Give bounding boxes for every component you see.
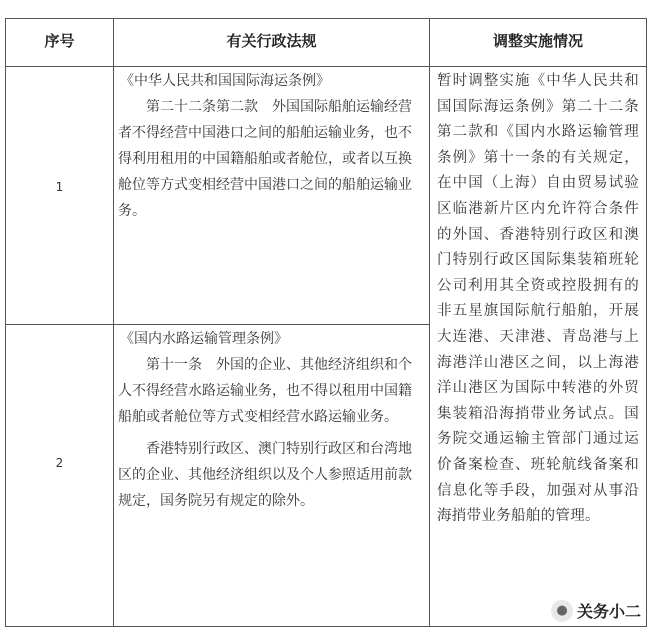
row-2-regulation [118, 326, 424, 514]
header-adjustment: 调整实施情况 [492, 32, 583, 50]
header-regulations: 有关行政法规 [226, 32, 317, 50]
regulation-title: 《国内水路运输管理条例》 [120, 331, 288, 347]
row-number-1: 1 [55, 180, 64, 194]
table-border-top [5, 18, 647, 19]
watermark-text: 关务小二 [576, 602, 641, 621]
watermark [547, 599, 645, 622]
table-border-left [5, 18, 6, 627]
row-1-regulation [118, 68, 424, 224]
regulation-paragraph: 香港特别行政区、澳门特别行政区和台湾地区的企业、其他经济组织以及个人参照适用前款规定，国务院另有规定的除外。 [118, 441, 412, 509]
wechat-logo-icon: ● [551, 600, 573, 622]
header-divider [5, 66, 647, 67]
column-divider-1 [113, 18, 114, 627]
row-number-2: 2 [55, 456, 64, 470]
table-border-bottom [5, 626, 647, 627]
table-border-right [646, 18, 647, 627]
regulation-paragraph: 第二十二条第二款 外国国际船舶运输经营者不得经营中国港口之间的船舶运输业务，也不得利用租用的中国籍船舶或者舱位，或者以互换舱位等方式变相经营中国港口之间的船舶运输业务。 [118, 99, 412, 219]
column-divider-2 [429, 18, 430, 627]
regulation-title: 《中华人民共和国国际海运条例》 [120, 73, 330, 89]
adjustment-text: 暂时调整实施《中华人民共和国国际海运条例》第二十二条第二款和《国内水路运输管理条例》第十一条的有关规定，在中国（上海）自由贸易试验区临港新片区内允许符合条件的外国、香港特别行政区和澳门特别行政区国际集装箱班轮公司利用其全资或控股拥有的非五星旗国际航行船舶，开展大连港、天津港、青岛港与上海港洋山港区之间，以上海港洋山港区为国际中转港的外贸集装箱沿海捎带业务试点。国务院交通运输主管部门通过运价备案检查、班轮航线备案和信息化等手段，加强对从事沿海捎带业务船舶的管理。 [437, 73, 639, 525]
regulation-paragraph: 第十一条 外国的企业、其他经济组织和个人不得经营水路运输业务，也不得以租用中国籍船舶或者舱位等方式变相经营水路运输业务。 [118, 357, 412, 425]
header-seq: 序号 [44, 32, 75, 50]
row-divider [5, 324, 429, 325]
